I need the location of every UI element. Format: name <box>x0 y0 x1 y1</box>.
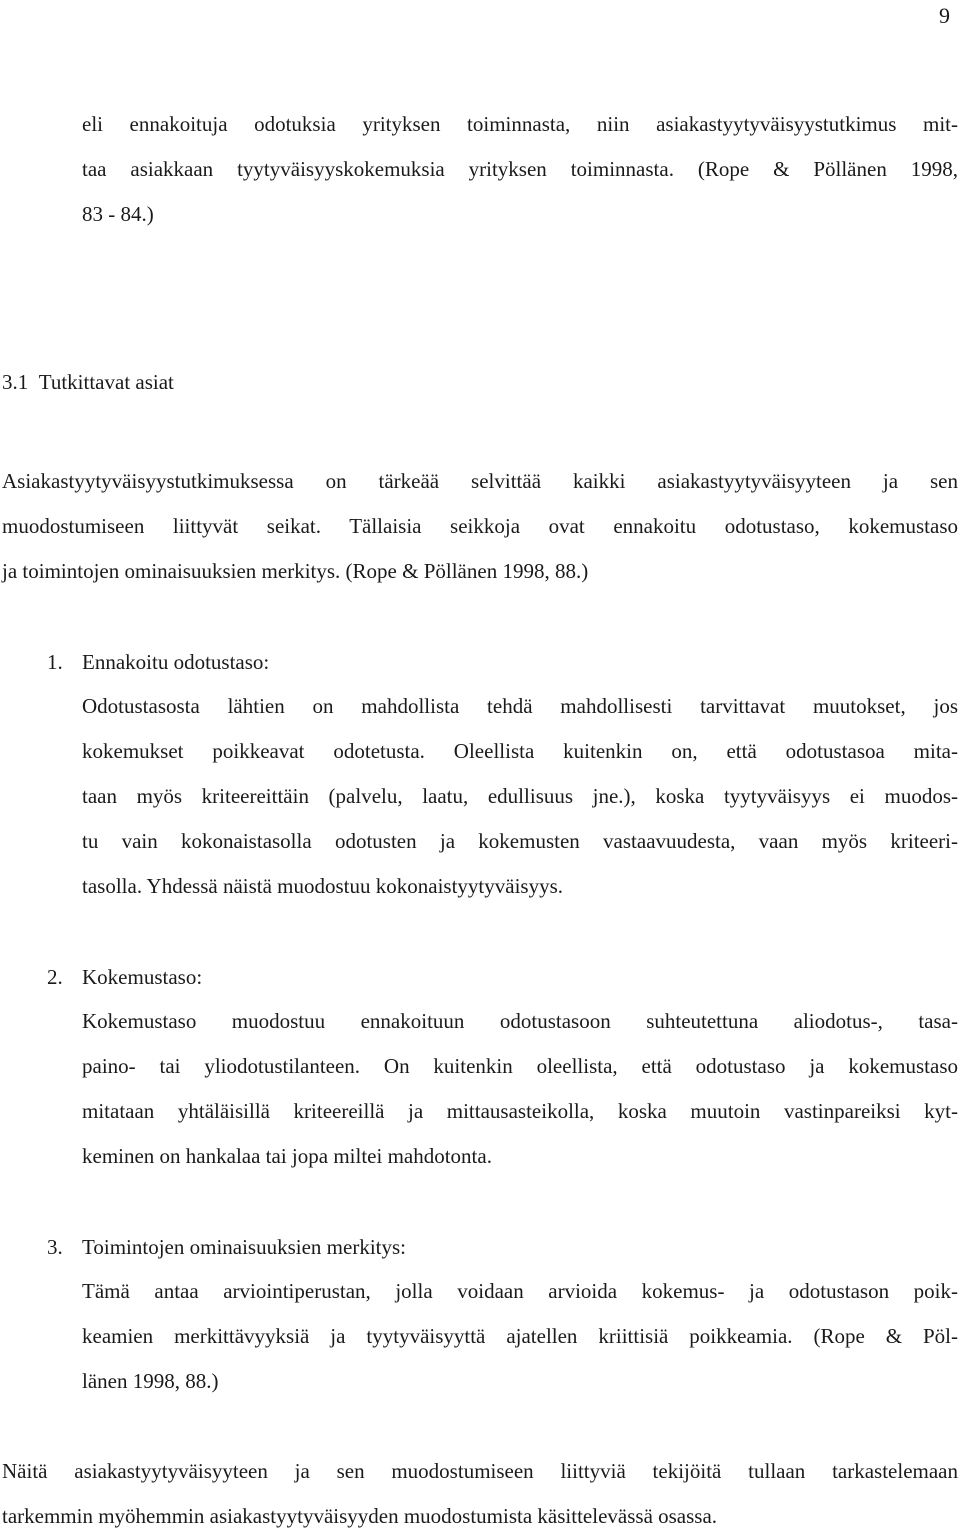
paragraph-line: mitataan yhtäläisillä kriteereillä ja mittausasteikolla, koska muutoin vastinpareiksi kyt- <box>82 1099 958 1123</box>
paragraph-line: Kokemustaso muodostuu ennakoituun odotustasoon suhteutettuna aliodotus-, tasa- <box>82 1009 958 1033</box>
list-item-body <box>82 684 958 909</box>
paragraph-line: paino- tai yliodotustilanteen. On kuitenkin oleellista, että odotustaso ja kokemustaso <box>82 1054 958 1078</box>
paragraph-line: tasolla. Yhdessä näistä muodostuu kokonaistyytyväisyys. <box>82 874 564 898</box>
page-number: 9 <box>939 3 950 28</box>
list-item-title: Ennakoitu odotustaso: <box>82 650 270 674</box>
paragraph-line: Asiakastyytyväisyystutkimuksessa on tärkeää selvittää kaikki asiakastyytyväisyyteen ja sen <box>2 469 958 493</box>
paragraph-line: Odotustasosta lähtien on mahdollista tehdä mahdollisesti tarvittavat muutokset, jos <box>82 694 958 718</box>
section-heading <box>2 367 174 397</box>
paragraph-line: tarkemmin myöhemmin asiakastyytyväisyyden muodostumista käsittelevässä osassa. <box>2 1504 718 1528</box>
paragraph-line: eli ennakoituja odotuksia yrityksen toiminnasta, niin asiakastyytyväisyystutkimus mit- <box>82 112 958 136</box>
section-number: 3.1 <box>2 370 29 394</box>
list-item-number: 3. <box>47 1235 63 1259</box>
paragraph-line: Tämä antaa arviointiperustan, jolla voidaan arvioida kokemus- ja odotustason poik- <box>82 1279 958 1303</box>
intro-paragraph <box>82 102 958 237</box>
list-item-number: 1. <box>47 650 63 674</box>
closing-paragraph <box>2 1449 958 1539</box>
list-item-title: Kokemustaso: <box>82 965 203 989</box>
list-item-body <box>82 999 958 1179</box>
paragraph-line: länen 1998, 88.) <box>82 1369 219 1393</box>
list-item-number: 2. <box>47 965 63 989</box>
section-title: Tutkittavat asiat <box>38 370 174 394</box>
list-item-title: Toimintojen ominaisuuksien merkitys: <box>82 1235 407 1259</box>
paragraph-line: muodostumiseen liittyvät seikat. Tällaisia seikkoja ovat ennakoitu odotustaso, kokemustaso <box>2 514 958 538</box>
paragraph-line: keminen on hankalaa tai jopa miltei mahdotonta. <box>82 1144 492 1168</box>
paragraph-line: taan myös kriteereittäin (palvelu, laatu, edullisuus jne.), koska tyytyväisyys ei muodos- <box>82 784 958 808</box>
paragraph-line: ja toimintojen ominaisuuksien merkitys. (Rope & Pöllänen 1998, 88.) <box>2 559 589 583</box>
list-item-body <box>82 1269 958 1404</box>
paragraph-line: kokemukset poikkeavat odotetusta. Oleellista kuitenkin on, että odotustasoa mita- <box>82 739 958 763</box>
paragraph-line: tu vain kokonaistasolla odotusten ja kokemusten vastaavuudesta, vaan myös kriteeri- <box>82 829 958 853</box>
paragraph-line: keamien merkittävyyksiä ja tyytyväisyyttä ajatellen kriittisiä poikkeamia. (Rope & Pöl- <box>82 1324 958 1348</box>
paragraph-line: 83 - 84.) <box>82 202 154 226</box>
paragraph-line: taa asiakkaan tyytyväisyyskokemuksia yrityksen toiminnasta. (Rope & Pöllänen 1998, <box>82 157 958 181</box>
section-paragraph <box>2 459 958 594</box>
paragraph-line: Näitä asiakastyytyväisyyteen ja sen muodostumiseen liittyviä tekijöitä tullaan tarkastelemaan <box>2 1459 958 1483</box>
